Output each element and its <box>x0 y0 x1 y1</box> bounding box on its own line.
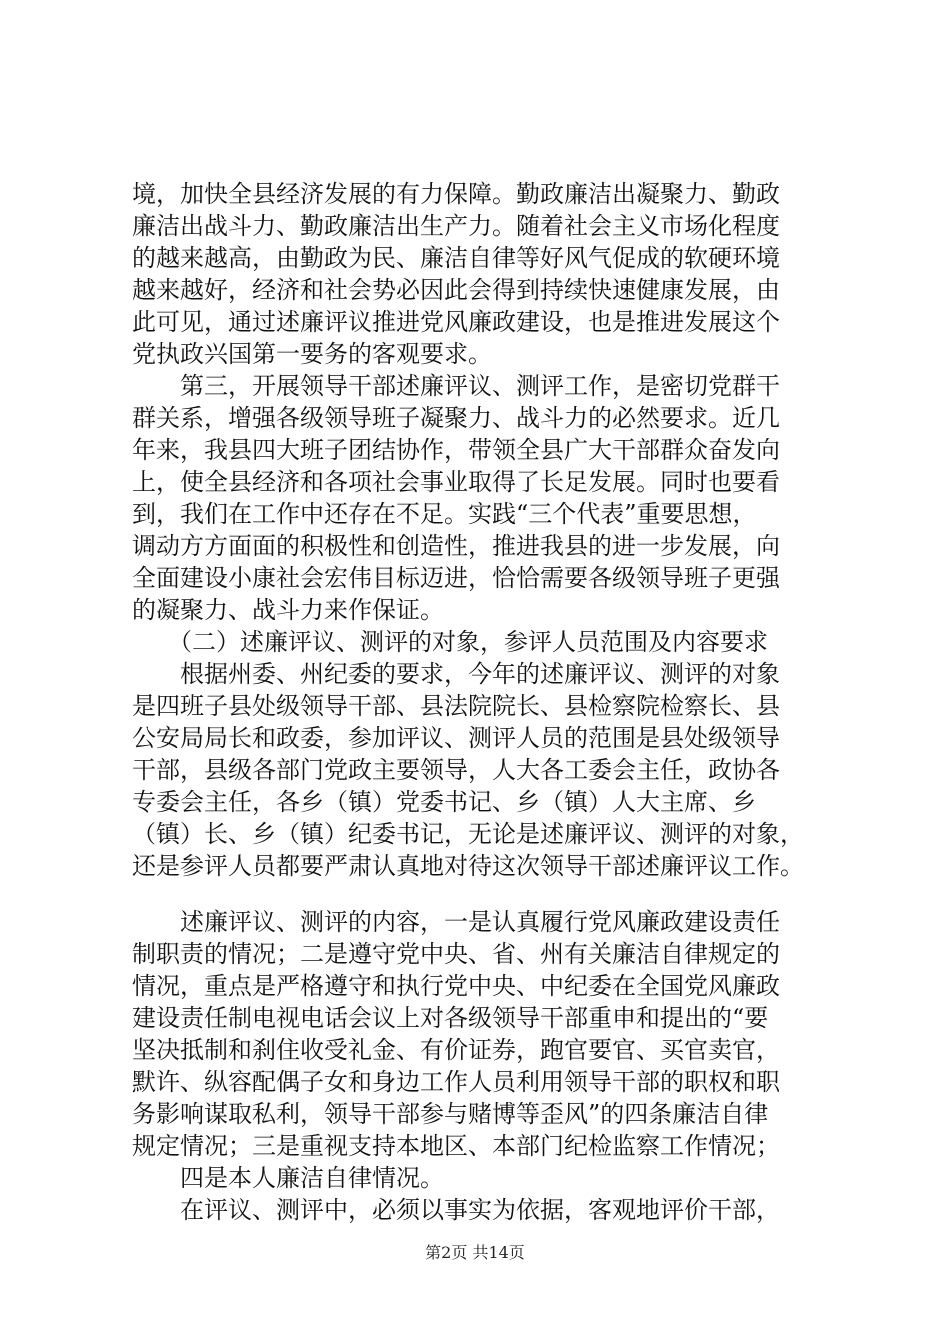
body-text-line: 默许、纵容配偶子女和身边工作人员利用领导干部的职权和职 <box>132 1068 780 1096</box>
body-text-line: 境，加快全县经济发展的有力保障。勤政廉洁出凝聚力、勤政 <box>132 180 780 208</box>
body-text-line: 制职责的情况；二是遵守党中央、省、州有关廉洁自律规定的 <box>132 940 780 968</box>
body-text-line: 调动方方面面的积极性和创造性，推进我县的进一步发展，向 <box>132 532 780 560</box>
body-text-line: 的凝聚力、战斗力来作保证。 <box>132 596 444 624</box>
body-text-line: 第三，开展领导干部述廉评议、测评工作，是密切党群干 <box>132 372 780 400</box>
body-text-line: 上，使全县经济和各项社会事业取得了长足发展。同时也要看 <box>132 468 780 496</box>
page-number-footer: 第2页 共14页 <box>425 1243 525 1262</box>
body-text-line: 是四班子县处级领导干部、县法院院长、县检察院检察长、县 <box>132 692 780 720</box>
body-text-line: 干部，县级各部门党政主要领导，人大各工委会主任，政协各 <box>132 756 780 784</box>
section-heading: （二）述廉评议、测评的对象，参评人员范围及内容要求 <box>132 628 768 656</box>
body-text-line: 越来越好，经济和社会势必因此会得到持续快速健康发展，由 <box>132 276 780 304</box>
body-text-line: 此可见，通过述廉评议推进党风廉政建设，也是推进发展这个 <box>132 308 780 336</box>
body-text-line: 述廉评议、测评的内容，一是认真履行党风廉政建设责任 <box>132 908 780 936</box>
body-text-line: 还是参评人员都要严肃认真地对待这次领导干部述廉评议工作。 <box>132 852 804 880</box>
body-text-line: 到，我们在工作中还存在不足。实践“三个代表”重要思想， <box>132 500 757 528</box>
body-text-line: 情况，重点是严格遵守和执行党中央、中纪委在全国党风廉政 <box>132 972 780 1000</box>
body-text-line: 四是本人廉洁自律情况。 <box>132 1164 444 1192</box>
body-text-line: 坚决抵制和刹住收受礼金、有价证券，跑官要官、买官卖官， <box>132 1036 780 1064</box>
body-text-line: 年来，我县四大班子团结协作，带领全县广大干部群众奋发向 <box>132 436 780 464</box>
body-text-line: 在评议、测评中，必须以事实为依据，客观地评价干部， <box>132 1196 780 1224</box>
body-text-line: 公安局局长和政委，参加评议、测评人员的范围是县处级领导 <box>132 724 780 752</box>
body-text-line: （镇）长、乡（镇）纪委书记，无论是述廉评议、测评的对象， <box>132 820 804 848</box>
body-text-line: 规定情况；三是重视支持本地区、本部门纪检监察工作情况； <box>132 1132 780 1160</box>
body-text-line: 廉洁出战斗力、勤政廉洁出生产力。随着社会主义市场化程度 <box>132 212 780 240</box>
body-text-line: 全面建设小康社会宏伟目标迈进，恰恰需要各级领导班子更强 <box>132 564 780 592</box>
body-text-line: 建设责任制电视电话会议上对各级领导干部重申和提出的“要 <box>132 1004 769 1032</box>
body-text-line: 务影响谋取私利，领导干部参与赌博等歪风”的四条廉洁自律 <box>132 1100 769 1128</box>
body-text-line: 群关系，增强各级领导班子凝聚力、战斗力的必然要求。近几 <box>132 404 780 432</box>
body-text-line: 根据州委、州纪委的要求，今年的述廉评议、测评的对象 <box>132 660 780 688</box>
body-text-line: 党执政兴国第一要务的客观要求。 <box>132 340 492 368</box>
body-text-line: 的越来越高，由勤政为民、廉洁自律等好风气促成的软硬环境 <box>132 244 780 272</box>
body-text-line: 专委会主任，各乡（镇）党委书记、乡（镇）人大主席、乡 <box>132 788 756 816</box>
